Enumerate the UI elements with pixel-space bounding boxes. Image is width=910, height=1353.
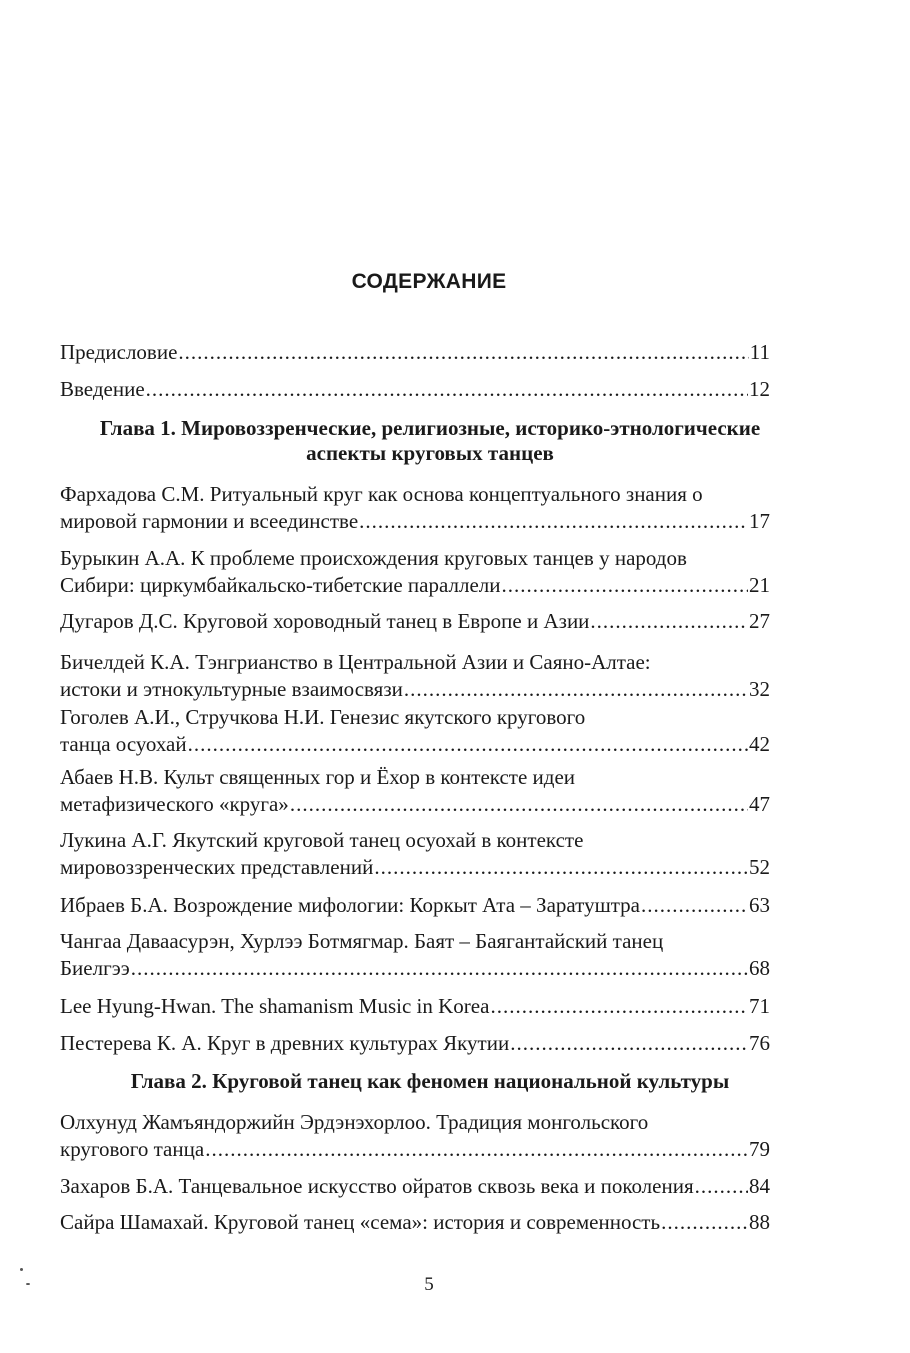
page-number: 5 <box>424 1274 434 1295</box>
dot-leader <box>374 854 748 881</box>
toc-entry <box>60 376 770 403</box>
scan-speck <box>20 1268 23 1271</box>
toc-entry <box>60 993 770 1020</box>
toc-entry-line <box>60 928 770 955</box>
toc-entry <box>60 608 770 635</box>
toc-entry-line <box>60 791 770 818</box>
chapter-heading <box>60 416 800 466</box>
toc-page-number: 42 <box>749 732 770 756</box>
dot-leader <box>590 608 748 635</box>
toc-page-number: 21 <box>749 573 770 597</box>
toc-entry-text: кругового танца <box>60 1137 205 1161</box>
toc-entry-line <box>60 481 770 508</box>
toc-entry-text: мировой гармонии и всеединстве <box>60 509 359 533</box>
toc-entry <box>60 827 770 881</box>
toc-entry-text: Бичелдей К.А. Тэнгрианство в Центральной Азии и Саяно-Алтае: <box>60 650 651 674</box>
toc-entry-line <box>60 1136 770 1163</box>
toc-entry-line <box>60 1109 770 1136</box>
toc-entry-line <box>60 704 770 731</box>
toc-entry-text: Сибири: циркумбайкальско-тибетские параллели <box>60 573 501 597</box>
toc-page-number: 32 <box>749 677 770 701</box>
dot-leader <box>641 892 748 919</box>
toc-entry-line <box>60 676 770 703</box>
toc-entry-line <box>60 731 770 758</box>
toc-page-number: 27 <box>749 609 770 633</box>
chapter-heading-line: Глава 2. Круговой танец как феномен национальной культуры <box>130 1069 730 1093</box>
toc-page-number: 12 <box>749 377 770 401</box>
toc-entry-line <box>60 854 770 881</box>
toc-entry-line <box>60 545 770 572</box>
dot-leader <box>290 791 748 818</box>
toc-page-number: 47 <box>749 792 770 816</box>
toc-entry-text: мировоззренческих представлений <box>60 855 374 879</box>
page-title: СОДЕРЖАНИЕ <box>351 270 507 293</box>
toc-entry <box>60 1030 770 1057</box>
toc-entry <box>60 481 770 535</box>
toc-entry <box>60 1209 770 1236</box>
toc-entry-line <box>60 827 770 854</box>
toc-entry-text: Гоголев А.И., Стручкова Н.И. Генезис якутского кругового <box>60 705 586 729</box>
toc-entry-line <box>60 1030 770 1057</box>
toc-entry-text: Пестерева К. А. Круг в древних культурах Якутии <box>60 1031 510 1055</box>
toc-entry-line <box>60 339 770 366</box>
dot-leader <box>661 1209 748 1236</box>
toc-entry-text: танца осуохай <box>60 732 187 756</box>
toc-entry <box>60 764 770 818</box>
toc-page-number: 79 <box>749 1137 770 1161</box>
toc-entry-text: Бурыкин А.А. К проблеме происхождения круговых танцев у народов <box>60 546 687 570</box>
toc-entry-line <box>60 1173 770 1200</box>
toc-entry <box>60 339 770 366</box>
dot-leader <box>490 993 748 1020</box>
toc-entry-line <box>60 608 770 635</box>
chapter-heading-line: аспекты круговых танцев <box>306 441 554 465</box>
toc-entry-text: Захаров Б.А. Танцевальное искусство ойратов сквозь века и поколения <box>60 1174 694 1198</box>
toc-entry-line <box>60 1209 770 1236</box>
dot-leader <box>359 508 748 535</box>
toc-entry <box>60 928 770 982</box>
toc-entry <box>60 1109 770 1163</box>
toc-page-number: 17 <box>749 509 770 533</box>
toc-page-number: 11 <box>749 340 770 364</box>
toc-entry-line <box>60 649 770 676</box>
toc-entry-line <box>60 955 770 982</box>
toc-entry-line <box>60 376 770 403</box>
toc-entry-line <box>60 993 770 1020</box>
toc-entry <box>60 1173 770 1200</box>
toc-page-number: 68 <box>749 956 770 980</box>
dot-leader <box>188 731 748 758</box>
toc-entry-text: Чангаа Даваасурэн, Хурлээ Ботмягмар. Баят – Баягантайский танец <box>60 929 664 953</box>
toc-entry <box>60 704 770 758</box>
toc-entry-text: Фархадова С.М. Ритуальный круг как основа концептуального знания о <box>60 482 703 506</box>
dot-leader <box>146 376 748 403</box>
dot-leader <box>178 339 748 366</box>
toc-entry-text: Введение <box>60 377 145 401</box>
toc-entry <box>60 892 770 919</box>
toc-entry-text: метафизического «круга» <box>60 792 289 816</box>
dot-leader <box>404 676 748 703</box>
toc-entry-text: Ибраев Б.А. Возрождение мифологии: Коркыт Ата – Заратуштра <box>60 893 641 917</box>
toc-entry <box>60 649 770 703</box>
toc-page-number: 88 <box>749 1210 770 1234</box>
toc-entry-text: Lee Hyung-Hwan. The shamanism Music in Korea <box>60 994 490 1018</box>
dot-leader <box>695 1173 748 1200</box>
chapter-heading-line: Глава 1. Мировоззренческие, религиозные, историко-этнологические <box>99 416 761 440</box>
toc-entry-text: Предисловие <box>60 340 178 364</box>
toc-page-number: 52 <box>749 855 770 879</box>
toc-page-number: 71 <box>749 994 770 1018</box>
toc-page-number: 84 <box>749 1174 770 1198</box>
chapter-heading <box>60 1069 800 1094</box>
toc-entry-line <box>60 572 770 599</box>
toc-entry <box>60 545 770 599</box>
toc-entry-line <box>60 764 770 791</box>
toc-entry-line <box>60 892 770 919</box>
toc-entry-line <box>60 508 770 535</box>
toc-entry-text: Олхунуд Жамъяндоржийн Эрдэнэхорлоо. Традиция монгольского <box>60 1110 649 1134</box>
toc-entry-text: Биелгээ <box>60 956 130 980</box>
dot-leader <box>502 572 749 599</box>
toc-entry-text: истоки и этнокультурные взаимосвязи <box>60 677 403 701</box>
toc-entry-text: Абаев Н.В. Культ священных гор и Ёхор в контексте идеи <box>60 765 576 789</box>
toc-entry-text: Сайра Шамахай. Круговой танец «сема»: история и современность <box>60 1210 661 1234</box>
toc-entry-text: Дугаров Д.С. Круговой хороводный танец в Европе и Азии <box>60 609 590 633</box>
dot-leader <box>205 1136 748 1163</box>
dot-leader <box>131 955 748 982</box>
dot-leader <box>510 1030 748 1057</box>
scan-speck <box>26 1283 30 1285</box>
toc-entry-text: Лукина А.Г. Якутский круговой танец осуохай в контексте <box>60 828 584 852</box>
toc-page-number: 76 <box>749 1031 770 1055</box>
toc-page-number: 63 <box>749 893 770 917</box>
